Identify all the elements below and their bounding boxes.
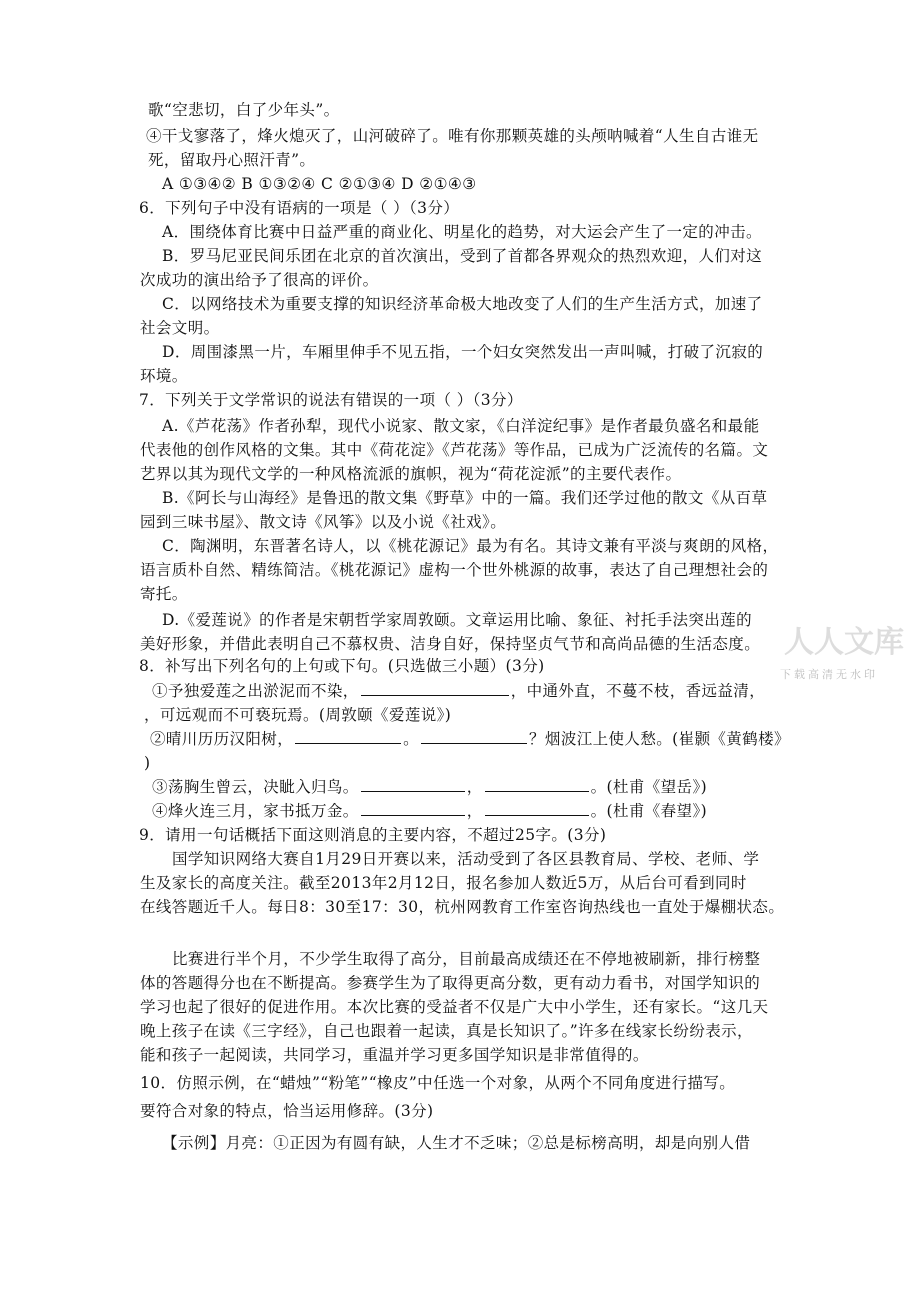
line-text: 10．仿照示例，在“蜡烛”“粉笔”“橡皮”中任选一个对象，从两个不同角度进行描写。 [140,1074,736,1092]
text-line [140,1073,735,1093]
line-text: ，可远观而不可亵玩焉。(周敦颐《爱莲说》) [144,706,452,724]
line-text: 。(杜甫《春望》) [590,802,708,820]
text-line [148,100,340,120]
line-text: ①予独爱莲之出淤泥而不染， [152,682,359,700]
answer-blank [361,681,509,696]
text-line [148,150,315,170]
line-text: A.《芦花荡》作者孙犁，现代小说家、散文家，《白洋淀纪事》是作者最负盛名和最能 [162,417,760,435]
text-line [162,536,778,556]
line-text: ④干戈寥落了，烽火熄灭了，山河破碎了。唯有你那颗英雄的头颅呐喊着“人生自古谁无 [146,127,759,145]
text-line [139,656,545,676]
text-line [162,342,763,362]
text-line [172,949,760,969]
line-text: 体的答题得分也在不断提高。参赛学生为了取得更高分数，更有动力看书，对国学知识的 [140,974,761,992]
line-text: 学习也起了很好的促进作用。本次比赛的受益者不仅是广大中小学生，还有家长。“这几天 [140,998,769,1016]
text-line [140,366,188,386]
line-text: 比赛进行半个月，不少学生取得了高分，目前最高成绩还在不停地被刷新，排行榜整 [172,950,761,968]
line-text: C．以网络技术为重要支撑的知识经济革命极大地改变了人们的生产生活方式，加速了 [162,295,763,313]
text-line [172,849,759,869]
text-line [162,610,752,630]
answer-blank [295,729,401,744]
line-text: D.《爱莲说》的作者是宋朝哲学家周敦颐。文章运用比喻、象征、衬托手法突出莲的 [162,611,753,629]
text-line [140,634,760,654]
text-line [162,416,759,436]
answer-blank [361,777,465,792]
line-text: 国学知识网络大赛自1月29日开赛以来，活动受到了各区县教育局、学校、老师、学 [172,850,760,868]
text-line [140,512,506,532]
line-text: C．陶渊明，东晋著名诗人，以《桃花源记》最为有名。其诗文兼有平淡与爽朗的风格， [162,537,779,555]
line-text: ， [466,802,483,820]
text-line [140,584,188,604]
text-line [140,1045,649,1065]
line-text: 语言质朴自然、精练简洁。《桃花源记》虚构一个世外桃源的故事，表达了自己理想社会的 [140,561,769,579]
text-line [162,488,767,508]
text-line [146,126,759,146]
line-text: ③荡胸生曾云，决眦入归鸟。 [152,778,359,796]
line-text: ，中通外直，不蔓不枝，香远益清， [510,682,766,700]
text-line [144,705,451,725]
line-text: 美好形象，并借此表明自己不慕权贵、洁身自好，保持坚贞气节和高尚品德的生活态度。 [140,635,761,653]
line-text: 社会文明。 [140,319,220,337]
answer-blank [485,777,589,792]
answer-blank [421,729,527,744]
text-line [162,174,477,194]
line-text: A ①③④② B ①③②④ C ②①③④ D ②①④③ [162,175,477,193]
text-line [139,390,523,410]
text-line [140,560,768,580]
text-line [152,681,765,701]
text-line [144,753,150,773]
line-text: D．周围漆黑一片，车厢里伸手不见五指，一个妇女突然发出一声叫喊，打破了沉寂的 [162,343,764,361]
line-text: ， [466,778,483,796]
line-text: 6．下列句子中没有语病的一项是（ ）（3分） [139,199,460,217]
text-line [140,873,747,893]
text-line [162,246,762,266]
line-text: 在线答题近千人。每日8：30至17：30，杭州网教育工作室咨询热线也一直处于爆棚状态。 [140,898,785,916]
line-text: 9．请用一句话概括下面这则消息的主要内容，不超过25字。(3分) [139,826,607,844]
text-line [162,222,762,242]
text-line [162,1133,750,1153]
line-text: 8．补写出下列名句的上句或下句。(只选做三小题）(3分) [139,657,545,675]
answer-blank [485,801,589,816]
line-text: 晚上孩子在读《三字经》，自己也跟着一起读，真是长知识了。”许多在线家长纷纷表示， [140,1022,753,1040]
text-line [140,318,220,338]
text-line [140,897,784,917]
line-text: ？烟波江上使人愁。(崔颢《黄鹤楼》 [529,730,790,748]
text-line [140,997,768,1017]
line-text: ④烽火连三月，家书抵万金。 [152,802,359,820]
text-line [140,464,681,484]
line-text: 【示例】月亮：①正因为有圆有缺，人生才不乏味；②总是标榜高明，却是向别人借 [162,1134,751,1152]
line-text: 死，留取丹心照汗青”。 [148,151,316,169]
line-text: 生及家长的高度关注。截至2013年2月12日，报名参加人数近5万，从后台可看到同时 [140,874,747,892]
text-line [152,777,707,797]
text-line [140,270,379,290]
svg-text:人人文库: 人人文库 [784,625,904,660]
answer-blank [361,801,465,816]
line-text: B.《阿长与山海经》是鲁迅的散文集《野草》中的一篇。我们还学过他的散文《从百草 [162,489,768,507]
line-text: ) [144,754,151,772]
line-text: 7．下列关于文学常识的说法有错误的一项（ ）（3分） [139,391,523,409]
text-line [162,294,763,314]
line-text: 歌“空悲切，白了少年头”。 [148,101,340,119]
line-text: 环境。 [140,367,188,385]
line-text: 。 [403,730,420,748]
text-line [140,1021,753,1041]
line-text: ②晴川历历汉阳树， [150,730,294,748]
text-line [140,440,768,460]
line-text: A．围绕体育比赛中日益严重的商业化、明星化的趋势，对大运会产生了一定的冲击。 [162,223,762,241]
text-line [152,801,707,821]
text-line [139,198,459,218]
text-line [140,1101,433,1121]
line-text: 。(杜甫《望岳》) [590,778,708,796]
line-text: B．罗马尼亚民间乐团在北京的首次演出，受到了首都各界观众的热烈欢迎，人们对这 [162,247,763,265]
line-text: 寄托。 [140,585,188,603]
watermark-tagline: 下载高清无水印 [780,668,878,681]
line-text: 次成功的演出给予了很高的评价。 [140,271,379,289]
line-text: 艺界以其为现代文学的一种风格流派的旗帜，视为“荷花淀派”的主要代表作。 [140,465,682,483]
text-line [150,729,790,749]
line-text: 要符合对象的特点，恰当运用修辞。(3分) [140,1102,434,1120]
line-text: 代表他的创作风格的文集。其中《荷花淀》《芦花荡》等作品，已成为广泛流传的名篇。文 [140,441,769,459]
line-text: 能和孩子一起阅读，共同学习，重温并学习更多国学知识是非常值得的。 [140,1046,649,1064]
text-line [140,973,760,993]
text-line [139,825,606,845]
line-text: 园到三味书屋》、散文诗《风筝》以及小说《社戏》。 [140,513,507,531]
